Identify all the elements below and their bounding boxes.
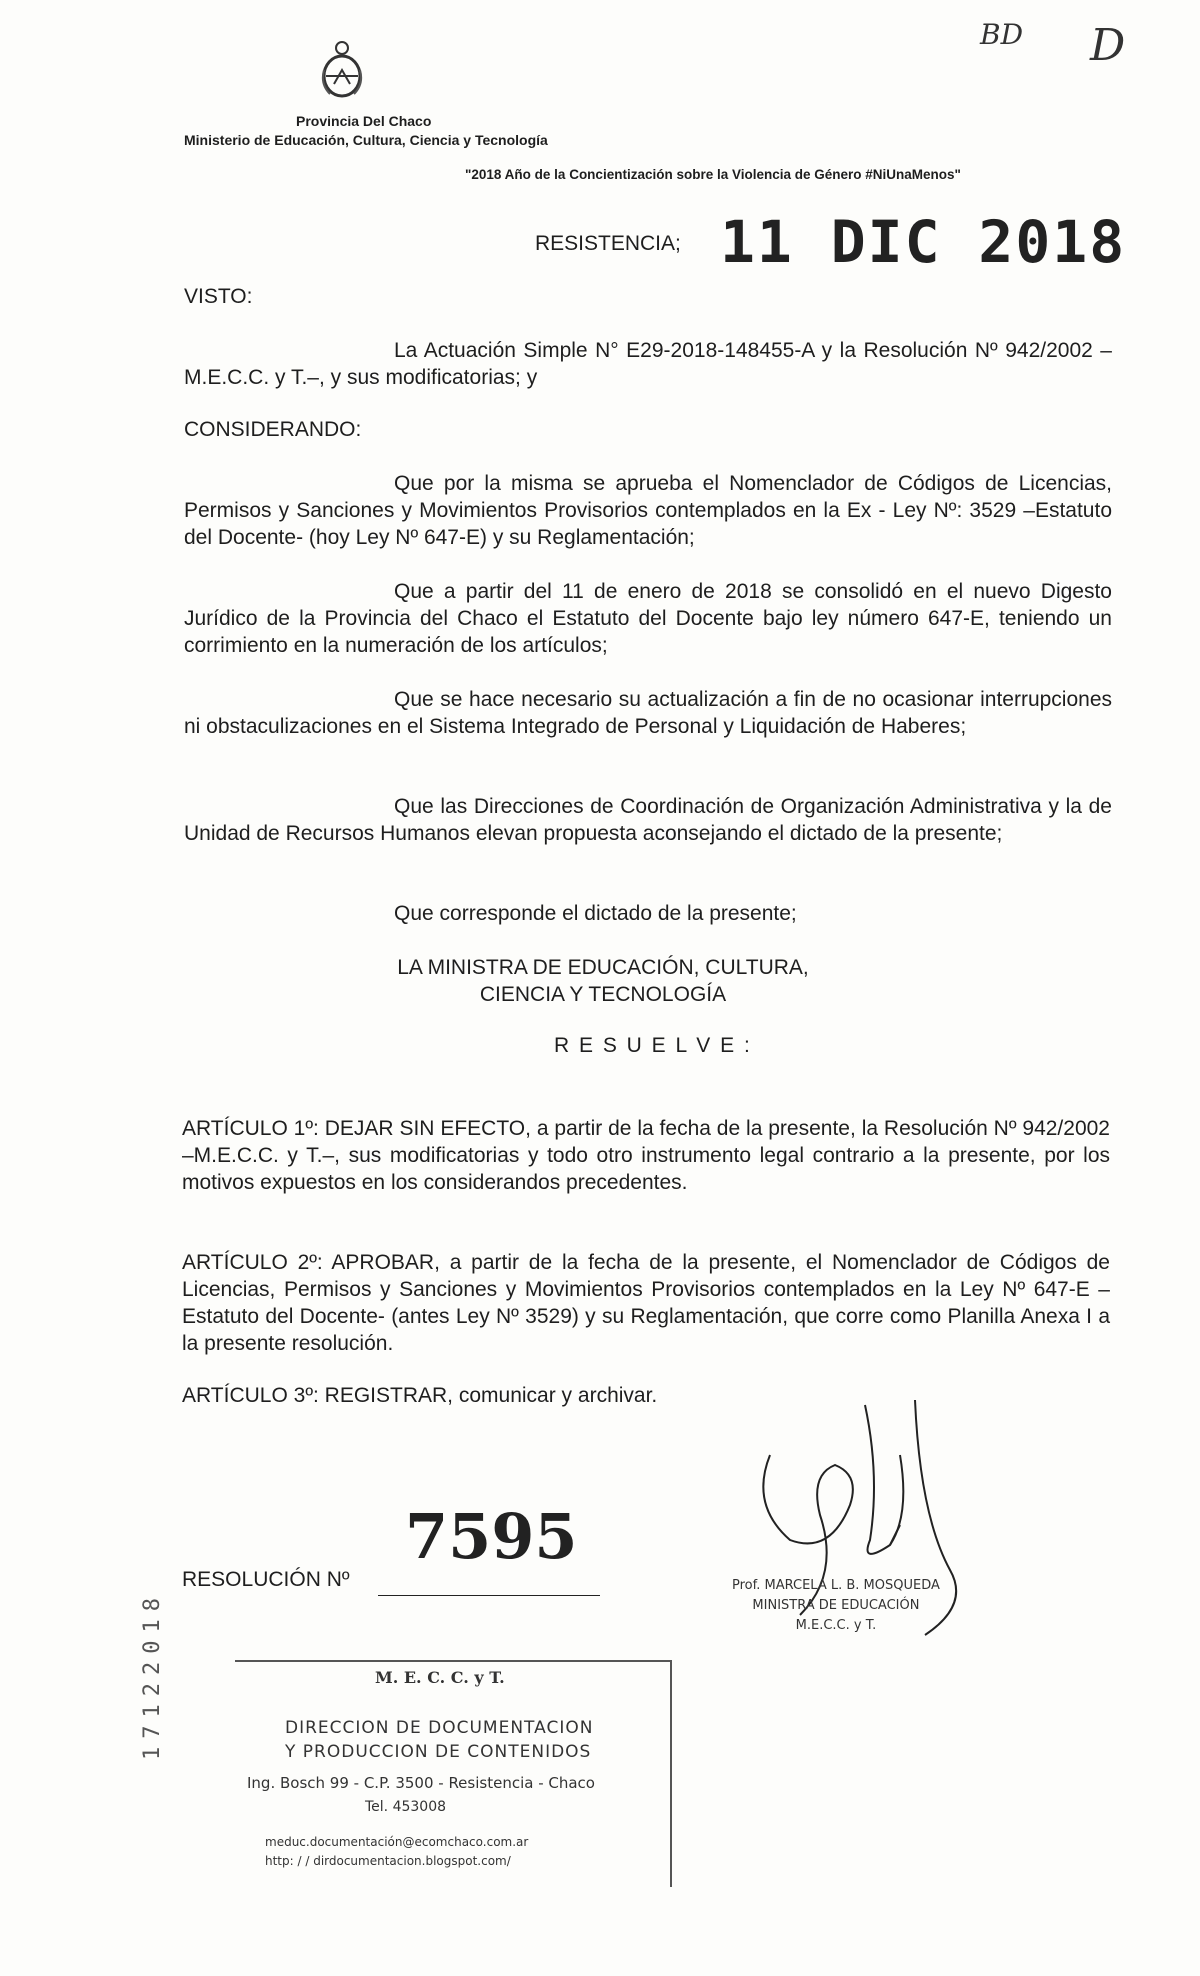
article-1 [182,1115,1110,1196]
considerando-paragraph: Que corresponde el dictado de la presente; [394,902,797,925]
authority-title [184,954,1112,1008]
article-text: REGISTRAR, comunicar y archivar. [324,1384,658,1407]
visto-heading: VISTO: [184,285,253,308]
considerando-paragraph: Que por la misma se aprueba el Nomenclador de Códigos de Licencias, Permisos y Sanciones y Movimientos Provisorios contemplados en la Ex - Ley Nº: 3529 –Estatuto del Docente- (hoy Ley Nº 647-E) y su Reglamentación; [184,472,1112,549]
stamp-line: DIRECCION DE DOCUMENTACION [285,1718,594,1738]
signature-block [732,1576,940,1636]
year-motto: "2018 Año de la Concientización sobre la Violencia de Género #NiUnaMenos" [465,167,961,182]
stamp-line: Y PRODUCCION DE CONTENIDOS [285,1742,592,1762]
ministry-name: Ministerio de Educación, Cultura, Ciencia y Tecnología [184,132,548,148]
article-label: ARTÍCULO 3º: [182,1384,319,1407]
article-text: DEJAR SIN EFECTO, a partir de la fecha de la presente, la Resolución Nº 942/2002 –M.E.C.C. y T.–, sus modificatorias y todo otro instrumento legal contrario a la presente, por los motivos expuestos en los considerandos precedentes. [182,1117,1110,1194]
coat-of-arms-icon [320,40,364,100]
signer-org: M.E.C.C. y T. [795,1618,877,1633]
stamp-line: meduc.documentación@ecomchaco.com.ar [265,1835,529,1849]
resuelve-heading: R E S U E L V E : [554,1034,752,1057]
department-stamp [235,1660,672,1887]
considerando-paragraph: Que a partir del 11 de enero de 2018 se consolidó en el nuevo Digesto Jurídico de la Provincia del Chaco el Estatuto del Docente bajo ley número 647-E, teniendo un corrimiento en la numeración de los artículos; [184,580,1112,657]
considerando-paragraph: Que se hace necesario su actualización a fin de no ocasionar interrupciones ni obstaculizaciones en el Sistema Integrado de Personal y Liquidación de Haberes; [184,688,1112,738]
province-name: Provincia Del Chaco [296,113,432,129]
stamp-line: Ing. Bosch 99 - C.P. 3500 - Resistencia - Chaco [247,1774,595,1792]
signer-title: MINISTRA DE EDUCACIÓN [752,1598,920,1613]
date-stamp: 11 DIC 2018 [720,208,1127,276]
received-date-stamp: 17122018 [140,1590,165,1760]
stamp-line: M. E. C. C. y T. [375,1668,505,1687]
resolution-label: RESOLUCIÓN Nº [182,1568,350,1591]
article-2 [182,1249,1110,1357]
article-text: APROBAR, a partir de la fecha de la presente, el Nomenclador de Códigos de Licencias, Permisos y Sanciones y Movimientos Provisorios contemplados en la Ley Nº 647-E –Estatuto del Docente- (antes Ley Nº 3529) y su Reglamentación, que corre como Planilla Anexa I a la presente resolución. [182,1251,1110,1355]
place-label: RESISTENCIA; [535,232,681,255]
considerando-paragraph: Que las Direcciones de Coordinación de Organización Administrativa y la de Unidad de Recursos Humanos elevan propuesta aconsejando el dictado de la presente; [184,795,1112,845]
resolution-underline [378,1595,600,1596]
considerando-heading: CONSIDERANDO: [184,418,362,441]
handwritten-letter: D [1090,20,1126,71]
visto-text: La Actuación Simple N° E29-2018-148455-A y la Resolución Nº 942/2002 –M.E.C.C. y T.–, y sus modificatorias; y [184,339,1112,389]
signer-name: Prof. MARCELA L. B. MOSQUEDA [732,1578,940,1593]
authority-line: LA MINISTRA DE EDUCACIÓN, CULTURA, [397,956,809,979]
authority-line: CIENCIA Y TECNOLOGÍA [479,983,727,1006]
article-label: ARTÍCULO 1º: [182,1117,319,1140]
handwritten-initials: BD [980,18,1024,51]
resolution-number: 7595 [405,1500,578,1573]
article-label: ARTÍCULO 2º: [182,1251,323,1274]
stamp-line: http: / / dirdocumentacion.blogspot.com/ [265,1854,511,1868]
stamp-line: Tel. 453008 [365,1799,447,1815]
